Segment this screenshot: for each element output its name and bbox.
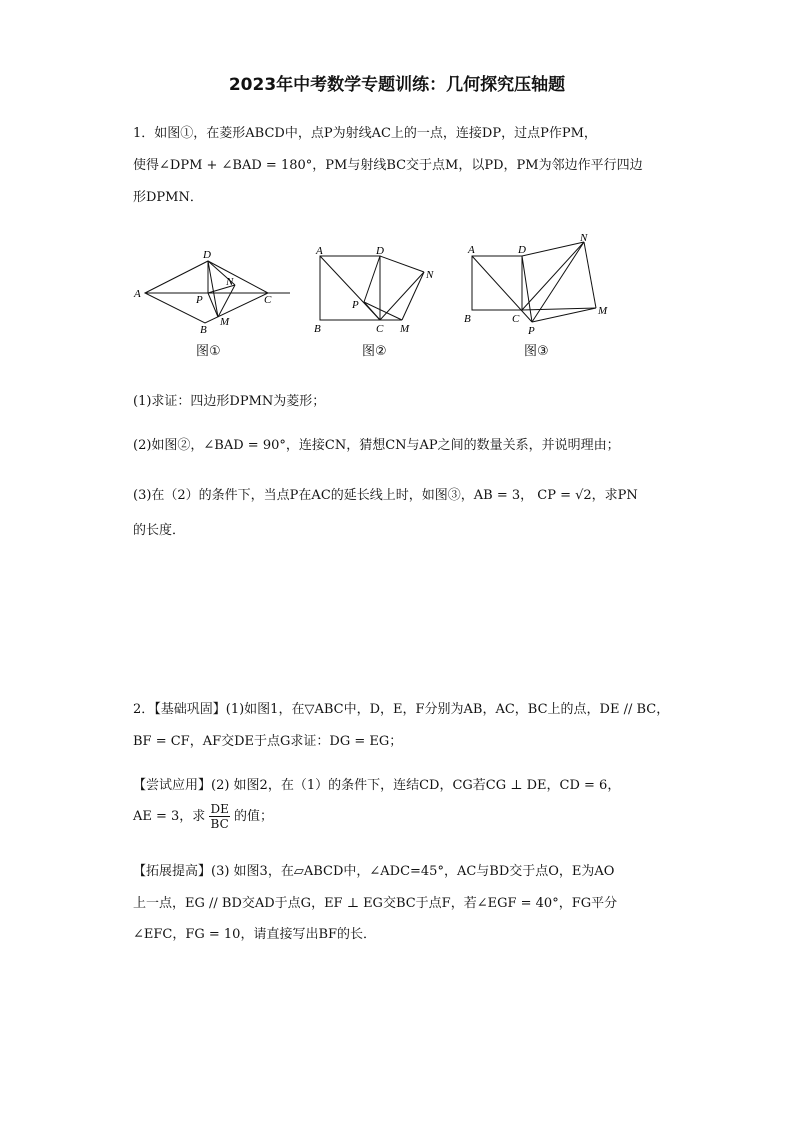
problem2-line7: ∠EFC，FG = 10，请直接写出BF的长． — [133, 927, 377, 942]
fig1-label-D: D — [203, 249, 211, 261]
problem2-line1: 2．【基础巩固】(1)如图1，在▽ABC中，D，E，F分别为AB，AC，BC上的点，DE // BC， — [133, 702, 670, 717]
problem1-question3-line1: (3)在（2）的条件下，当点P在AC的延长线上时，如图③，AB = 3， CP = √2，求PN — [133, 488, 638, 503]
fig3-label-D: D — [518, 244, 526, 256]
fraction-denominator: BC — [210, 817, 229, 831]
fraction-numerator: DE — [210, 802, 229, 816]
page-title: 2023年中考数学专题训练：几何探究压轴题 — [228, 75, 566, 95]
fig1-label-N: N — [226, 276, 234, 288]
problem2-line5: 【拓展提高】(3) 如图3，在▱ABCD中，∠ADC=45°，AC与BD交于点O，E为AO — [133, 864, 615, 879]
problem1-line3: 形DPMN． — [133, 190, 203, 205]
problem1-question3-line2: 的长度． — [133, 523, 186, 538]
figure-2-caption: 图② — [362, 344, 387, 359]
problem1-question1: (1)求证：四边形DPMN为菱形； — [133, 394, 326, 409]
fig1-label-B: B — [200, 324, 207, 335]
fig2-label-M: M — [400, 323, 410, 335]
fig3-label-M: M — [598, 305, 608, 317]
fig2-label-D: D — [376, 245, 384, 257]
problem1-question2: (2)如图②，∠BAD = 90°，连接CN，猜想CN与AP之间的数量关系，并说明理由； — [133, 438, 620, 453]
fig3-label-C: C — [512, 313, 520, 325]
problem2-line4-prefix: AE = 3，求 — [133, 809, 206, 824]
figure-1-rhombus — [130, 245, 300, 335]
problem2-line4 — [133, 802, 273, 831]
fig1-label-M: M — [220, 316, 230, 328]
fig1-label-P: P — [196, 294, 203, 306]
figure-3-square-extended — [462, 232, 622, 337]
fig2-label-P: P — [352, 299, 359, 311]
problem1-line1: 1．如图①，在菱形ABCD中，点P为射线AC上的一点，连接DP，过点P作PM， — [133, 126, 597, 141]
fig2-label-A: A — [316, 245, 323, 257]
fraction-de-over-bc — [209, 802, 229, 831]
figure-2-square — [312, 240, 447, 335]
fig3-label-P: P — [528, 325, 535, 337]
fig1-label-C: C — [264, 294, 272, 306]
fig3-label-B: B — [464, 313, 471, 325]
fig2-label-B: B — [314, 323, 321, 335]
problem2-line4-suffix: 的值； — [233, 809, 273, 824]
problem2-line6: 上一点，EG // BD交AD于点G，EF ⊥ EG交BC于点F，若∠EGF = 40°，FG平分 — [133, 896, 618, 911]
fig2-label-N: N — [426, 269, 434, 281]
problem2-line3: 【尝试应用】(2) 如图2，在（1）的条件下，连结CD，CG若CG ⊥ DE，CD = 6， — [133, 778, 621, 793]
fig2-label-C: C — [376, 323, 384, 335]
fig3-label-A: A — [468, 244, 475, 256]
figure-3-caption: 图③ — [524, 344, 549, 359]
fig1-label-A: A — [134, 288, 141, 300]
problem1-line2: 使得∠DPM + ∠BAD = 180°，PM与射线BC交于点M，以PD，PM为邻边作平行四边 — [133, 158, 643, 173]
fig3-label-N: N — [580, 232, 588, 244]
figure-1-caption: 图① — [196, 344, 221, 359]
problem2-line2: BF = CF，AF交DE于点G求证：DG = EG； — [133, 734, 403, 749]
